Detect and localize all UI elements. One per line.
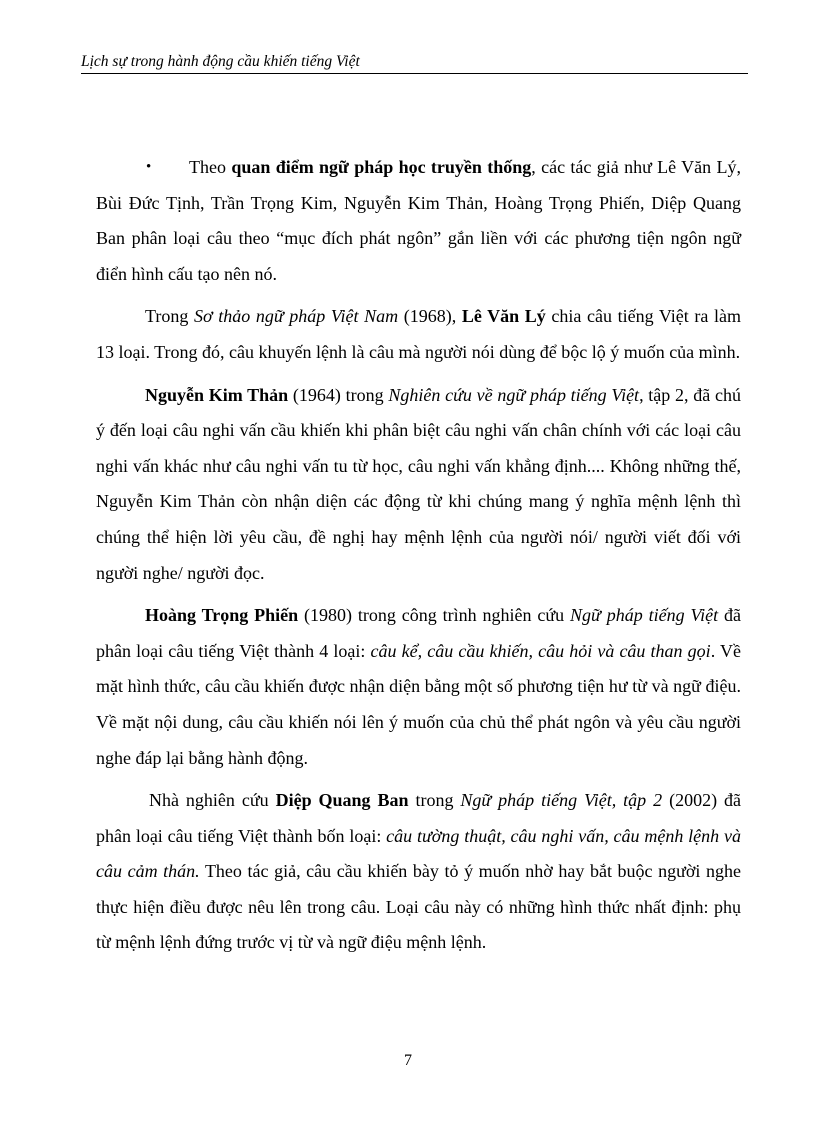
run-bold: Nguyễn Kim Thản [145,384,289,405]
paragraph-traditional-grammar [96,150,741,292]
paragraph-diep-quang-ban [96,783,741,961]
run: đã phân loại câu tiếng Việt thành 4 loại: [96,605,741,661]
run-italic: Ngữ pháp tiếng Việt, tập 2 [460,790,663,811]
run-italic: câu tường thuật, câu nghi vấn, câu mệnh lệnh và câu cảm thán. [96,825,741,882]
page-number: 7 [404,1052,412,1069]
bullet-icon: • [146,159,152,175]
run-bold: Diệp Quang Ban [275,790,409,811]
run: , tập 2, đã chú ý đến loại câu nghi vấn cầu khiến khi phân biệt câu nghi vấn chân chính với các loại câu nghi vấn khác như câu nghi vấn tu từ học, câu nghi vấn khẳng định.... Không những thế, Nguyễn Kim Thản còn nhận diện các động từ khi chúng mang ý nghĩa mệnh lệnh thì chúng thể hiện lời yêu cầu, đề nghị hay mệnh lệnh của người nói/ người viết đối với người nghe/ người đọc. [96,384,741,583]
paragraph-nguyen-kim-than [96,378,741,592]
run: (1964) trong [288,384,389,405]
run-italic: Ngữ pháp tiếng Việt [570,605,719,626]
run-bold: Hoàng Trọng Phiến [145,605,299,626]
run-bold: Lê Văn Lý [461,306,546,327]
run: Nhà nghiên cứu [149,790,276,811]
run: Trong [145,306,194,327]
run: (1980) trong công trình nghiên cứu [298,605,570,626]
running-header-title: Lịch sự trong hành động cầu khiến tiếng Việt [81,53,360,70]
run-bold: quan điểm ngữ pháp học truyền thống [231,157,532,177]
run: (1968), [398,306,462,327]
run: . Về mặt hình thức, câu cầu khiến được nhận diện bằng một số phương tiện hư từ và ngữ điệu. Về mặt nội dung, câu cầu khiến nói lên ý muốn của chủ thể phát ngôn và yêu cầu người nghe đáp lại bằng hành động. [96,640,741,768]
run: (2002) đã phân loại câu tiếng Việt thành bốn loại: [96,790,741,846]
run: Theo [189,157,232,177]
paragraph-le-van-ly [96,299,741,370]
run: , các tác giả như Lê Văn Lý, Bùi Đức Tịnh, Trần Trọng Kim, Nguyễn Kim Thản, Hoàng Trọng Phiến, Diệp Quang Ban phân loại câu theo “mục đích phát ngôn” gắn liền với các phương tiện ngôn ngữ điển hình cấu tạo nên nó. [96,157,741,284]
run: trong [408,790,461,811]
run-italic: câu kể, câu cầu khiến, câu hỏi và câu than gọi [370,640,711,661]
page-header [81,49,748,74]
run-italic: Nghiên cứu về ngữ pháp tiếng Việt [388,384,640,405]
run: Theo tác giả, câu cầu khiến bày tỏ ý muốn nhờ hay bắt buộc người nghe thực hiện điều được nêu lên trong câu. Loại câu này có những hình thức nhất định: phụ từ mệnh lệnh đứng trước vị từ và ngữ điệu mệnh lệnh. [96,861,741,953]
run-italic: Sơ thảo ngữ pháp Việt Nam [193,306,399,327]
run: chia câu tiếng Việt ra làm 13 loại. Trong đó, câu khuyến lệnh là câu mà người nói dùng để bộc lộ ý muốn của mình. [96,306,741,362]
document-body [96,150,741,968]
paragraph-hoang-trong-phien [96,598,741,776]
